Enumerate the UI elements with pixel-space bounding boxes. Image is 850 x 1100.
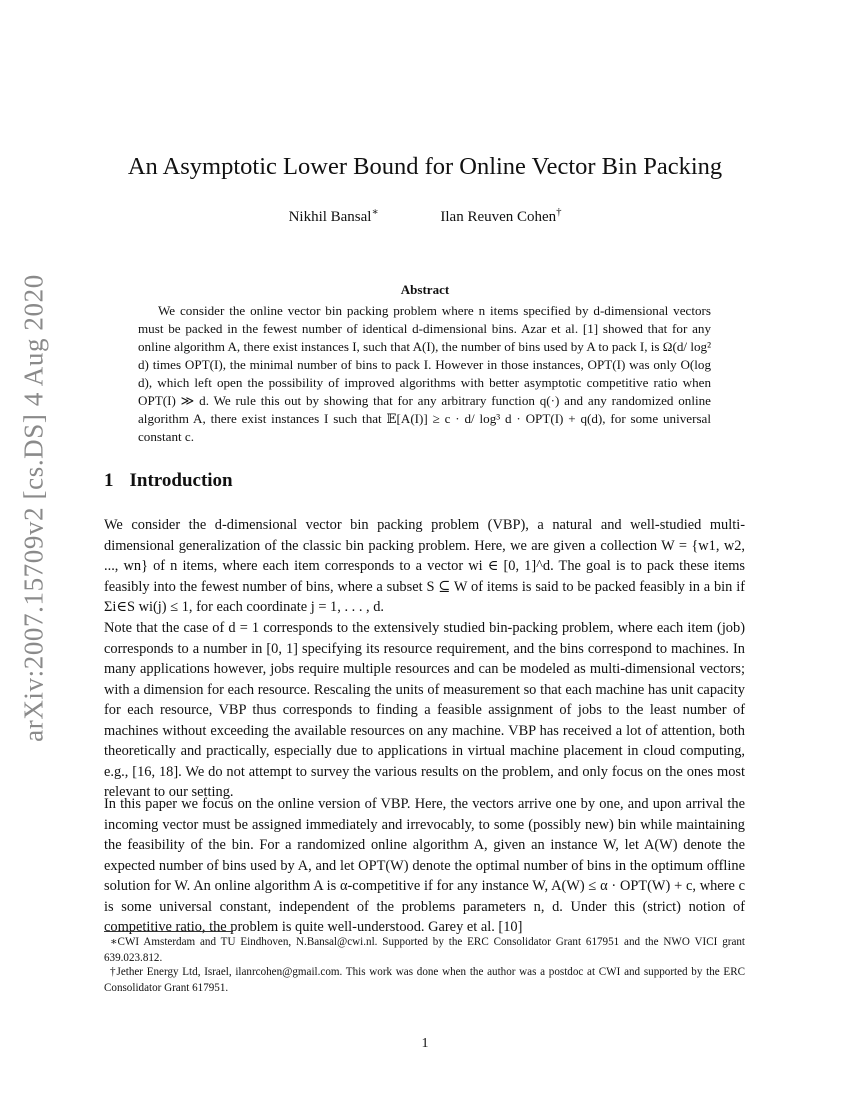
section-heading bbox=[104, 470, 233, 492]
footnote-1: ∗CWI Amsterdam and TU Eindhoven, N.Bansal@cwi.nl. Supported by the ERC Consolidator Grant 617951 and the NWO VICI grant 639.023.812. bbox=[104, 936, 745, 964]
author-list bbox=[0, 209, 850, 226]
intro-paragraph-1: We consider the d-dimensional vector bin packing problem (VBP), a natural and well-studied multi-dimensional generalization of the classic bin packing problem. Here, we are given a collection W = {w1, w2, ..., wn} of n items, where each item corresponds to a vector wi ∈ [0, 1]^d. The goal is to pack these items feasibly into the fewest number of bins, where a subset S ⊆ W of items is said to be packed feasibly in a bin if Σi∈S wi(j) ≤ 1, for each coordinate j = 1, . . . , d. bbox=[104, 517, 745, 615]
author-2 bbox=[440, 209, 561, 225]
author-1-name: Nikhil Bansal bbox=[288, 209, 372, 225]
section-number: 1 bbox=[104, 470, 114, 491]
footnote-rule bbox=[104, 931, 233, 932]
abstract-heading: Abstract bbox=[400, 282, 450, 297]
page-number: 1 bbox=[421, 1036, 429, 1051]
arxiv-identifier: arXiv:2007.15709v2 [cs.DS] 4 Aug 2020 bbox=[18, 274, 49, 742]
author-1-mark: ∗ bbox=[371, 207, 379, 218]
intro-paragraph-3: In this paper we focus on the online version of VBP. Here, the vectors arrive one by one, and upon arrival the incoming vector must be assigned immediately and irrevocably, to some (possibly new) bin while maintaining the feasibility of the bin. For a randomized online algorithm A, given an instance W, let A(W) denote the expected number of bins used by A, and let OPT(W) denote the optimal number of bins in the optimum offline solution for W. An online algorithm A is α-competitive if for any instance W, A(W) ≤ α · OPT(W) + c, where c is some universal constant, independent of the problems parameters n, d. Under this (strict) notion of competitive ratio, the problem is quite well-understood. Garey et al. [10] bbox=[104, 796, 745, 935]
author-2-name: Ilan Reuven Cohen bbox=[440, 209, 557, 225]
abstract-text: We consider the online vector bin packing problem where n items specified by d-dimensional vectors must be packed in the fewest number of identical d-dimensional bins. Azar et al. [1] showed that for any online algorithm A, there exist instances I, such that A(I), the number of bins used by A to pack I, is Ω(d/ log² d) times OPT(I), the minimal number of bins to pack I. However in those instances, OPT(I) was only O(log d), which left open the possibility of improved algorithms with better asymptotic competitive ratio when OPT(I) ≫ d. We rule this out by showing that for any arbitrary function q(·) and any randomized online algorithm A, there exist instances I such that 𝔼[A(I)] ≥ c · d/ log³ d · OPT(I) + q(d), for some universal constant c. bbox=[138, 303, 711, 444]
intro-paragraph-2: Note that the case of d = 1 corresponds to the extensively studied bin-packing problem, where each item (job) corresponds to a number in [0, 1] specifying its resource requirement, and the bins correspond to machines. In many applications however, jobs require multiple resources and can be modeled as multi-dimensional vectors; with a dimension for each resource. Rescaling the units of measurement so that each machine has unit capacity for each resource, VBP thus corresponds to finding a feasible assignment of jobs to the least number of machines without exceeding the available resources on any machine. VBP has received a lot of attention, both theoretically and practically, especially due to applications in virtual machine placement in cloud computing, e.g., [16, 18]. We do not attempt to survey the various results on the problem, and only focus on the ones most relevant to our setting. bbox=[104, 620, 745, 800]
author-2-mark: † bbox=[556, 207, 562, 218]
arxiv-sidebar-stamp bbox=[12, 268, 56, 748]
paper-title: An Asymptotic Lower Bound for Online Vector Bin Packing bbox=[127, 153, 723, 180]
section-title: Introduction bbox=[129, 470, 233, 491]
footnote-2: †Jether Energy Ltd, Israel, ilanrcohen@gmail.com. This work was done when the author was a postdoc at CWI and supported by the ERC Consolidator Grant 617951. bbox=[104, 966, 745, 994]
author-1 bbox=[289, 209, 379, 225]
